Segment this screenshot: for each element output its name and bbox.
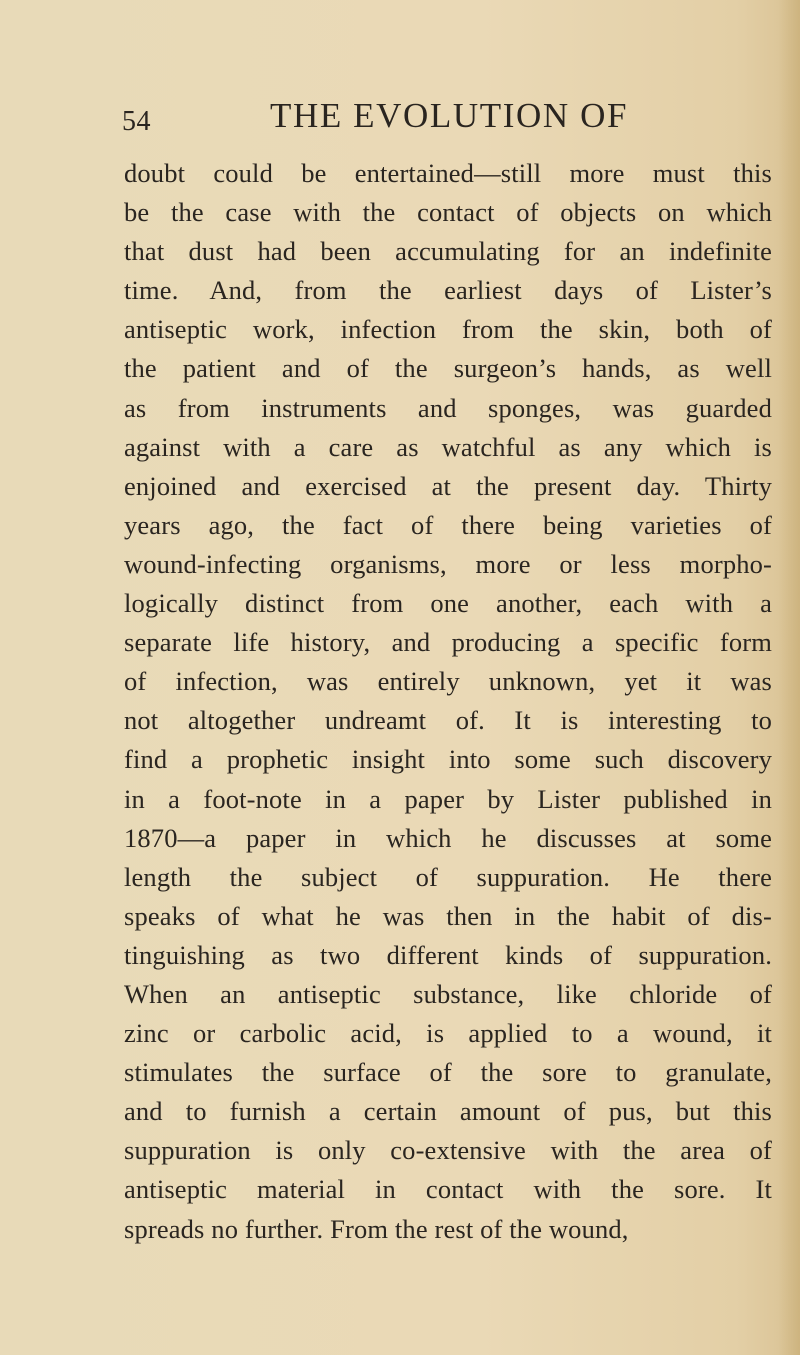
text-line: tinguishing as two different kinds of suppuration. [124, 939, 772, 970]
text-line: not altogether undreamt of. It is interesting to [124, 705, 772, 736]
text-line: antiseptic material in contact with the sore. It [124, 1174, 772, 1205]
text-line: stimulates the surface of the sore to granulate, [124, 1057, 772, 1088]
text-line: in a foot-note in a paper by Lister published in [124, 783, 772, 814]
text-line: separate life history, and producing a specific form [124, 627, 772, 658]
text-line: enjoined and exercised at the present day. Thirty [124, 470, 772, 501]
page-edge-shadow [778, 0, 800, 1355]
text-line: the patient and of the surgeon’s hands, as well [124, 353, 772, 384]
text-line: 1870—a paper in which he discusses at some [124, 822, 772, 853]
text-line: suppuration is only co-extensive with the area of [124, 1135, 772, 1166]
text-line: logically distinct from one another, each with a [124, 588, 772, 619]
text-line: and to furnish a certain amount of pus, but this [124, 1096, 772, 1127]
text-line: antiseptic work, infection from the skin, both of [124, 314, 772, 345]
text-line: wound-infecting organisms, more or less morpho- [124, 548, 772, 579]
text-line: as from instruments and sponges, was guarded [124, 392, 772, 423]
text-line: doubt could be entertained—still more must this [124, 158, 772, 188]
text-line: against with a care as watchful as any which is [124, 431, 772, 462]
text-line: find a prophetic insight into some such discovery [124, 744, 772, 775]
running-head: THE EVOLUTION OF [270, 96, 629, 135]
text-line: years ago, the fact of there being varieties of [124, 509, 772, 540]
page-number: 54 [122, 106, 151, 137]
text-line: spreads no further. From the rest of the wound, [124, 1213, 629, 1244]
page-header [0, 96, 800, 140]
body-text [124, 154, 772, 1249]
text-line: that dust had been accumulating for an indefinite [124, 236, 772, 267]
text-line: time. And, from the earliest days of Lister’s [124, 275, 772, 306]
text-line: of infection, was entirely unknown, yet it was [124, 666, 772, 697]
text-line: zinc or carbolic acid, is applied to a wound, it [124, 1018, 772, 1049]
text-line: be the case with the contact of objects on which [124, 197, 772, 228]
text-line: When an antiseptic substance, like chloride of [124, 978, 772, 1009]
text-line: speaks of what he was then in the habit of dis- [124, 900, 772, 931]
text-line: length the subject of suppuration. He there [124, 861, 772, 892]
